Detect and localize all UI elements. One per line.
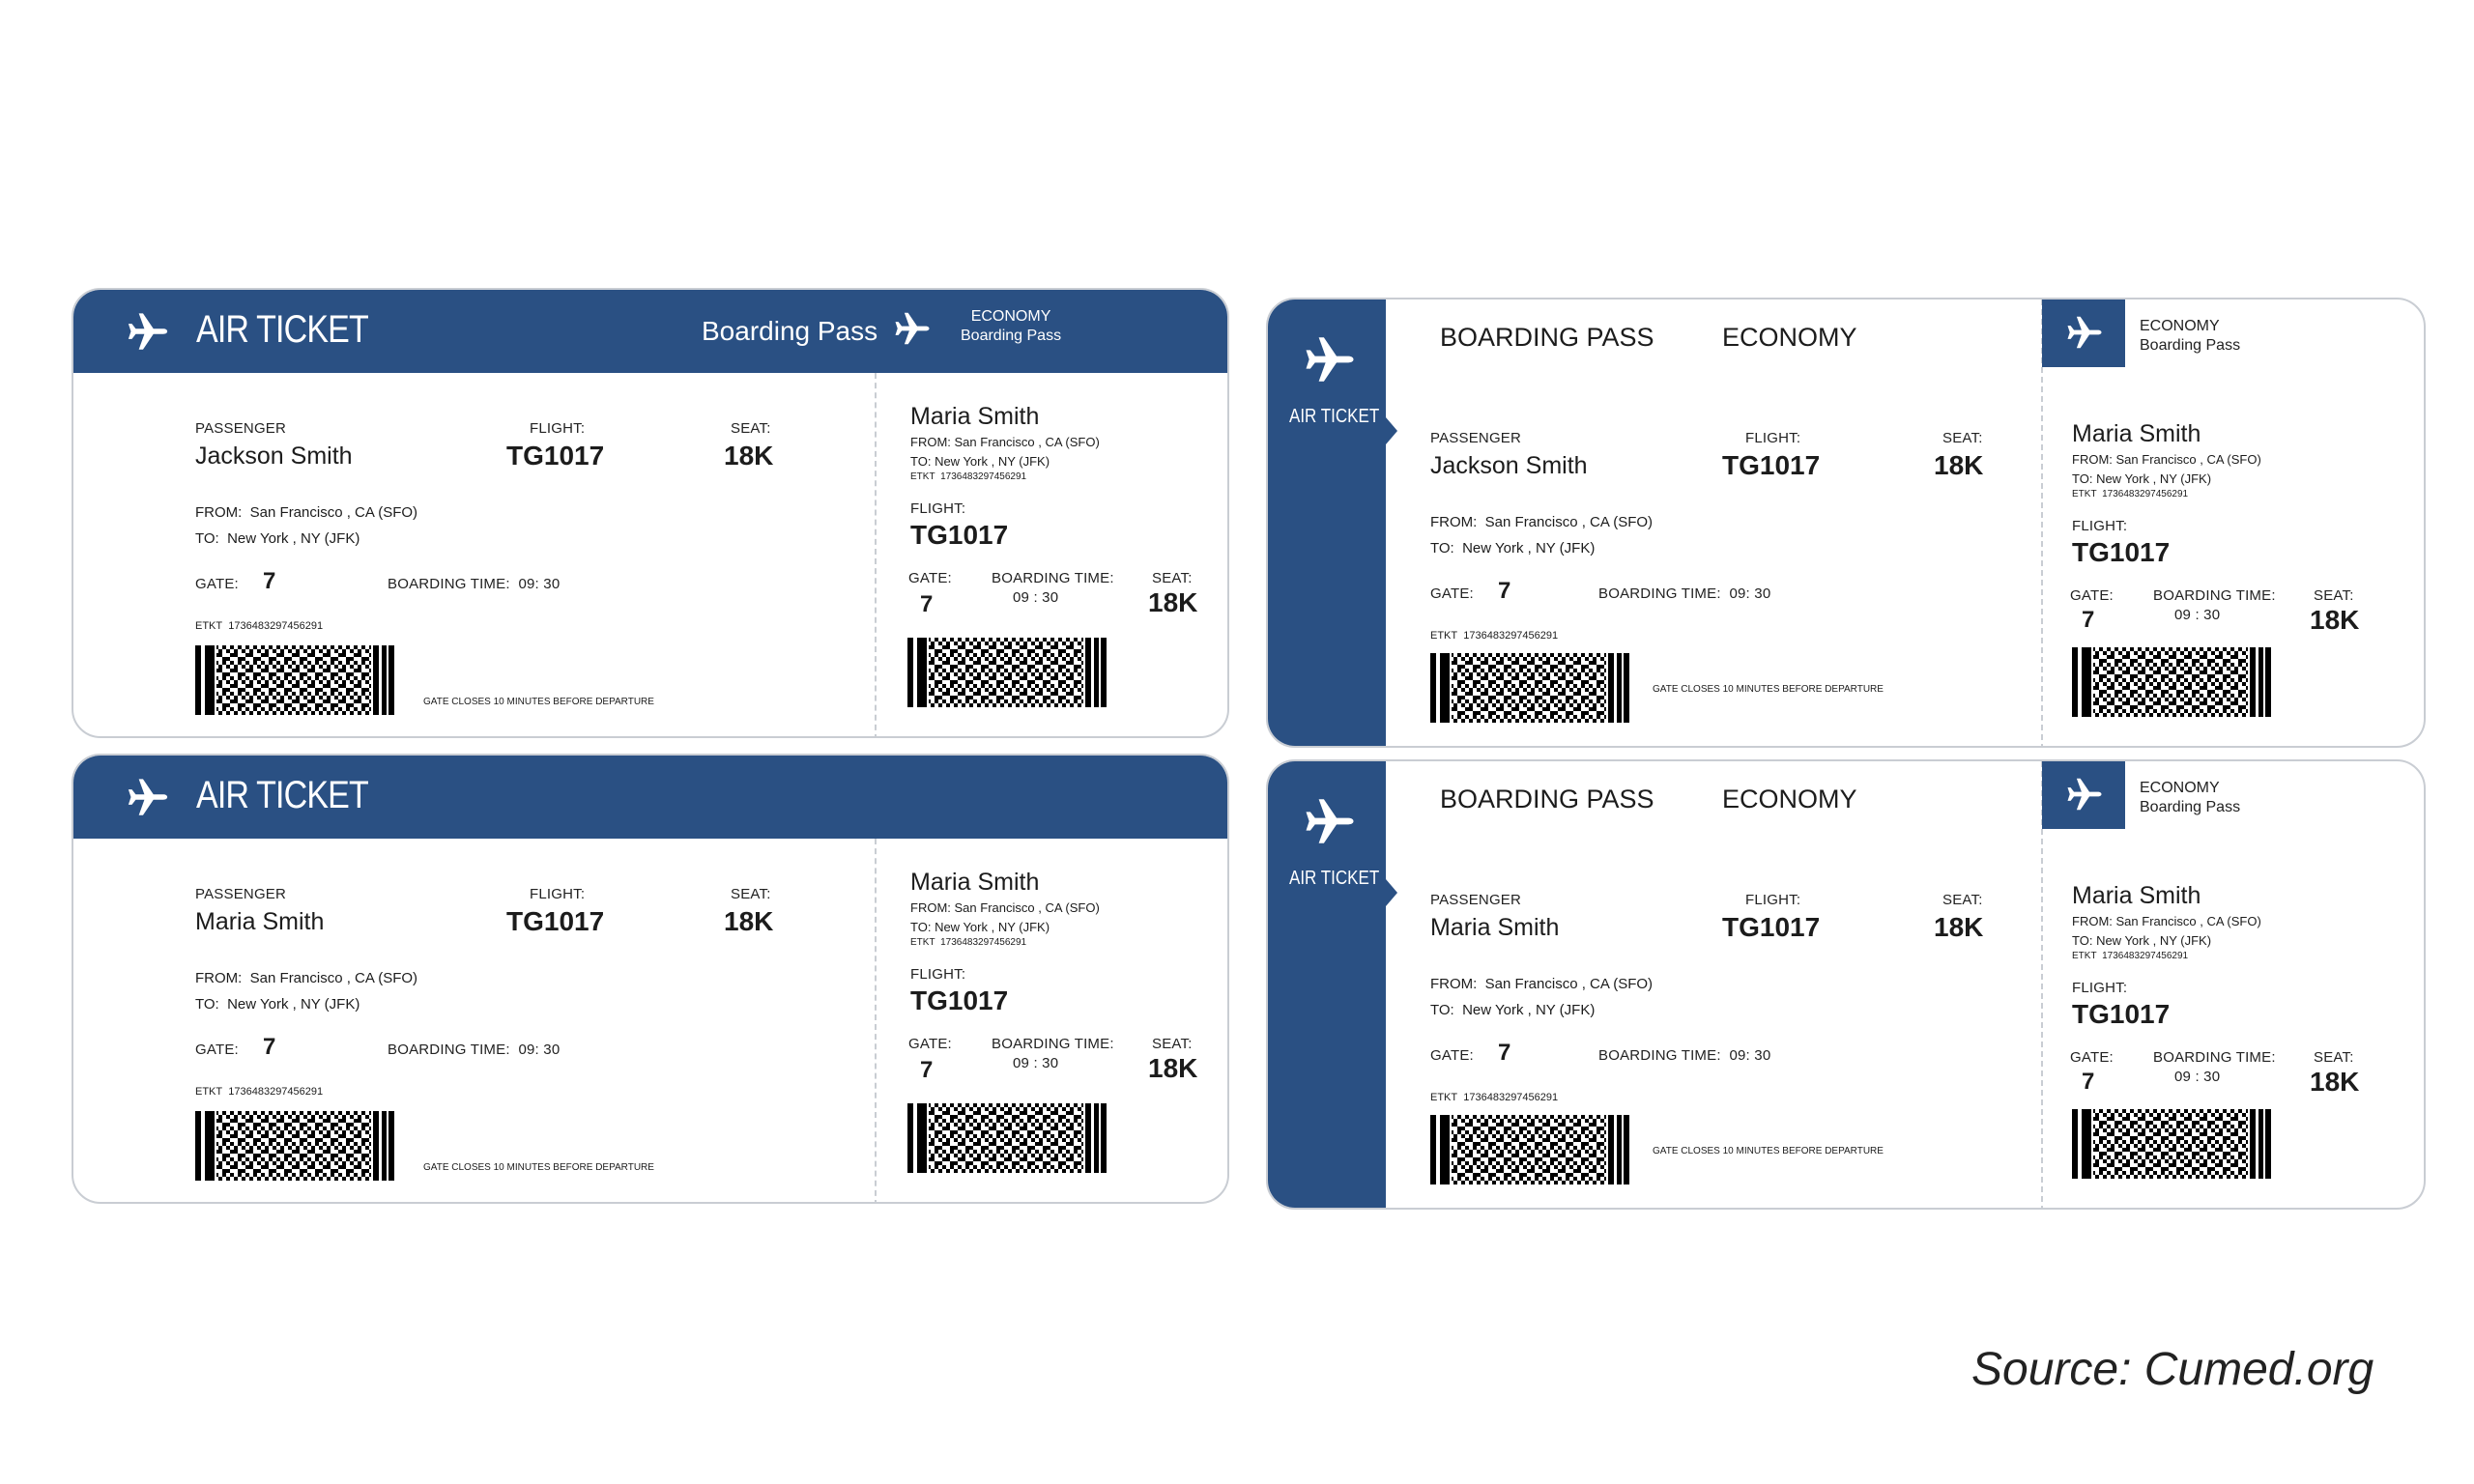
stub-boarding-time-label: BOARDING TIME: <box>2153 1049 2276 1066</box>
stub-barcode <box>2072 647 2271 717</box>
side-band <box>1268 300 1386 748</box>
side-notch <box>1386 879 1397 906</box>
airplane-icon <box>126 309 170 354</box>
stub-passenger-name: Maria Smith <box>910 403 1040 430</box>
stub-to-line: TO: New York , NY (JFK) <box>910 920 1050 934</box>
stub-flight-label: FLIGHT: <box>910 500 966 517</box>
stub-flight-number: TG1017 <box>2072 999 2171 1029</box>
passenger-name: Maria Smith <box>1430 914 1560 941</box>
stub-gate-label: GATE: <box>2070 1049 2114 1066</box>
boarding-pass-title: Boarding Pass <box>702 316 878 346</box>
stub-barcode <box>907 1103 1107 1173</box>
barcode <box>195 645 394 715</box>
stub-gate-number: 7 <box>2082 607 2095 633</box>
boarding-time-line: BOARDING TIME: 09: 30 <box>1598 585 1771 602</box>
airplane-icon <box>2065 313 2104 352</box>
seat-number: 18K <box>1934 450 1984 480</box>
gate-number: 7 <box>263 1034 276 1060</box>
stub-seat-label: SEAT: <box>2314 1049 2354 1066</box>
etkt-line: ETKT 1736483297456291 <box>1430 1092 1559 1103</box>
stub-seat-number: 18K <box>1148 587 1198 617</box>
source-caption: Source: Cumed.org <box>1971 1344 2374 1395</box>
tear-line <box>875 373 877 738</box>
stub-boarding-time-label: BOARDING TIME: <box>992 570 1114 586</box>
airplane-icon <box>2065 775 2104 813</box>
stub-flight-number: TG1017 <box>910 985 1009 1015</box>
from-line: FROM: San Francisco , CA (SFO) <box>195 970 418 986</box>
flight-label: FLIGHT: <box>1745 430 1801 446</box>
stub-economy-label: ECONOMY Boarding Pass <box>2140 780 2241 815</box>
etkt-line: ETKT 1736483297456291 <box>1430 630 1559 642</box>
gate-closes-note: GATE CLOSES 10 MINUTES BEFORE DEPARTURE <box>1653 684 1884 695</box>
stub-economy-label: ECONOMY Boarding Pass <box>961 308 1062 344</box>
stub-flight-number: TG1017 <box>910 520 1009 550</box>
gate-number: 7 <box>1498 578 1511 604</box>
passenger-label: PASSENGER <box>195 886 287 902</box>
gate-number: 7 <box>1498 1040 1511 1066</box>
seat-label: SEAT: <box>1942 430 1983 446</box>
economy-heading: ECONOMY <box>1722 785 1857 813</box>
stub-boarding-time: 09 : 30 <box>1013 589 1059 606</box>
stub-passenger-name: Maria Smith <box>2072 420 2201 447</box>
flight-label: FLIGHT: <box>530 420 586 437</box>
stub-flight-number: TG1017 <box>2072 537 2171 567</box>
ticket-header <box>73 756 1229 839</box>
gate-closes-note: GATE CLOSES 10 MINUTES BEFORE DEPARTURE <box>1653 1146 1884 1156</box>
seat-number: 18K <box>1934 912 1984 942</box>
stub-seat-number: 18K <box>2310 1067 2360 1097</box>
stub-from-line: FROM: San Francisco , CA (SFO) <box>2072 914 2261 928</box>
seat-label: SEAT: <box>731 886 771 902</box>
stub-from-line: FROM: San Francisco , CA (SFO) <box>910 435 1100 449</box>
gate-closes-note: GATE CLOSES 10 MINUTES BEFORE DEPARTURE <box>423 697 654 707</box>
stub-gate-label: GATE: <box>2070 587 2114 604</box>
economy-heading: ECONOMY <box>1722 323 1857 352</box>
gate-closes-note: GATE CLOSES 10 MINUTES BEFORE DEPARTURE <box>423 1162 654 1173</box>
stub-boarding-time-label: BOARDING TIME: <box>992 1036 1114 1052</box>
stub-boarding-time: 09 : 30 <box>1013 1055 1059 1071</box>
boarding-pass-heading: BOARDING PASS <box>1440 785 1654 813</box>
barcode <box>195 1111 394 1181</box>
stub-seat-label: SEAT: <box>1152 570 1193 586</box>
airplane-icon <box>893 309 932 348</box>
to-line: TO: New York , NY (JFK) <box>1430 540 1596 556</box>
stub-barcode <box>2072 1109 2271 1179</box>
seat-label: SEAT: <box>731 420 771 437</box>
passenger-name: Jackson Smith <box>1430 452 1588 479</box>
stub-barcode <box>907 638 1107 707</box>
to-line: TO: New York , NY (JFK) <box>1430 1002 1596 1018</box>
stub-passenger-name: Maria Smith <box>2072 882 2201 909</box>
stub-boarding-time: 09 : 30 <box>2174 607 2221 623</box>
ticket-top-right <box>1266 298 2426 748</box>
seat-number: 18K <box>724 906 774 936</box>
etkt-line: ETKT 1736483297456291 <box>195 620 324 632</box>
ticket-header <box>73 290 1229 373</box>
passenger-label: PASSENGER <box>1430 430 1522 446</box>
ticket-bottom-left <box>72 754 1229 1204</box>
from-line: FROM: San Francisco , CA (SFO) <box>1430 976 1654 992</box>
stub-etkt-line: ETKT 1736483297456291 <box>2072 489 2189 499</box>
passenger-label: PASSENGER <box>195 420 287 437</box>
air-ticket-title: AIR TICKET <box>196 774 368 816</box>
from-line: FROM: San Francisco , CA (SFO) <box>1430 514 1654 530</box>
stub-to-line: TO: New York , NY (JFK) <box>2072 471 2212 486</box>
flight-number: TG1017 <box>506 441 605 471</box>
stub-flight-label: FLIGHT: <box>2072 518 2128 534</box>
stub-to-line: TO: New York , NY (JFK) <box>910 454 1050 469</box>
gate-label: GATE: <box>1430 1047 1474 1064</box>
flight-number: TG1017 <box>1722 450 1821 480</box>
stub-flight-label: FLIGHT: <box>910 966 966 983</box>
stub-gate-label: GATE: <box>908 570 952 586</box>
airplane-icon <box>1303 794 1357 848</box>
flight-number: TG1017 <box>1722 912 1821 942</box>
stub-from-line: FROM: San Francisco , CA (SFO) <box>910 900 1100 915</box>
stub-etkt-line: ETKT 1736483297456291 <box>910 937 1027 948</box>
flight-label: FLIGHT: <box>1745 892 1801 908</box>
side-band <box>1268 761 1386 1210</box>
stub-seat-number: 18K <box>1148 1053 1198 1083</box>
stub-from-line: FROM: San Francisco , CA (SFO) <box>2072 452 2261 467</box>
to-line: TO: New York , NY (JFK) <box>195 996 360 1013</box>
stub-gate-number: 7 <box>920 591 934 617</box>
gate-label: GATE: <box>1430 585 1474 602</box>
airplane-icon <box>1303 332 1357 386</box>
stub-seat-number: 18K <box>2310 605 2360 635</box>
passenger-name: Jackson Smith <box>195 442 353 470</box>
passenger-label: PASSENGER <box>1430 892 1522 908</box>
stub-header-box <box>2042 300 2125 367</box>
stub-header-box <box>2042 761 2125 829</box>
air-ticket-title: AIR TICKET <box>1289 868 1380 889</box>
stub-gate-number: 7 <box>2082 1069 2095 1095</box>
seat-number: 18K <box>724 441 774 471</box>
stub-passenger-name: Maria Smith <box>910 869 1040 896</box>
to-line: TO: New York , NY (JFK) <box>195 530 360 547</box>
seat-label: SEAT: <box>1942 892 1983 908</box>
stub-etkt-line: ETKT 1736483297456291 <box>910 471 1027 482</box>
ticket-bottom-right <box>1266 759 2426 1210</box>
from-line: FROM: San Francisco , CA (SFO) <box>195 504 418 521</box>
airplane-icon <box>126 775 170 819</box>
ticket-top-left <box>72 288 1229 738</box>
boarding-time-line: BOARDING TIME: 09: 30 <box>1598 1047 1771 1064</box>
boarding-pass-heading: BOARDING PASS <box>1440 323 1654 352</box>
stub-boarding-time-label: BOARDING TIME: <box>2153 587 2276 604</box>
flight-label: FLIGHT: <box>530 886 586 902</box>
stub-gate-label: GATE: <box>908 1036 952 1052</box>
stub-flight-label: FLIGHT: <box>2072 980 2128 996</box>
stub-seat-label: SEAT: <box>2314 587 2354 604</box>
stub-economy-label: ECONOMY Boarding Pass <box>2140 318 2241 354</box>
stub-to-line: TO: New York , NY (JFK) <box>2072 933 2212 948</box>
passenger-name: Maria Smith <box>195 908 325 935</box>
barcode <box>1430 653 1629 723</box>
flight-number: TG1017 <box>506 906 605 936</box>
stub-gate-number: 7 <box>920 1057 934 1083</box>
tear-line <box>875 839 877 1204</box>
etkt-line: ETKT 1736483297456291 <box>195 1086 324 1098</box>
gate-number: 7 <box>263 568 276 594</box>
barcode <box>1430 1115 1629 1184</box>
air-ticket-title: AIR TICKET <box>1289 406 1380 427</box>
gate-label: GATE: <box>195 576 239 592</box>
stub-etkt-line: ETKT 1736483297456291 <box>2072 951 2189 961</box>
gate-label: GATE: <box>195 1042 239 1058</box>
boarding-time-line: BOARDING TIME: 09: 30 <box>388 1042 561 1058</box>
stub-boarding-time: 09 : 30 <box>2174 1069 2221 1085</box>
stub-seat-label: SEAT: <box>1152 1036 1193 1052</box>
side-notch <box>1386 417 1397 444</box>
boarding-time-line: BOARDING TIME: 09: 30 <box>388 576 561 592</box>
air-ticket-title: AIR TICKET <box>196 308 368 351</box>
